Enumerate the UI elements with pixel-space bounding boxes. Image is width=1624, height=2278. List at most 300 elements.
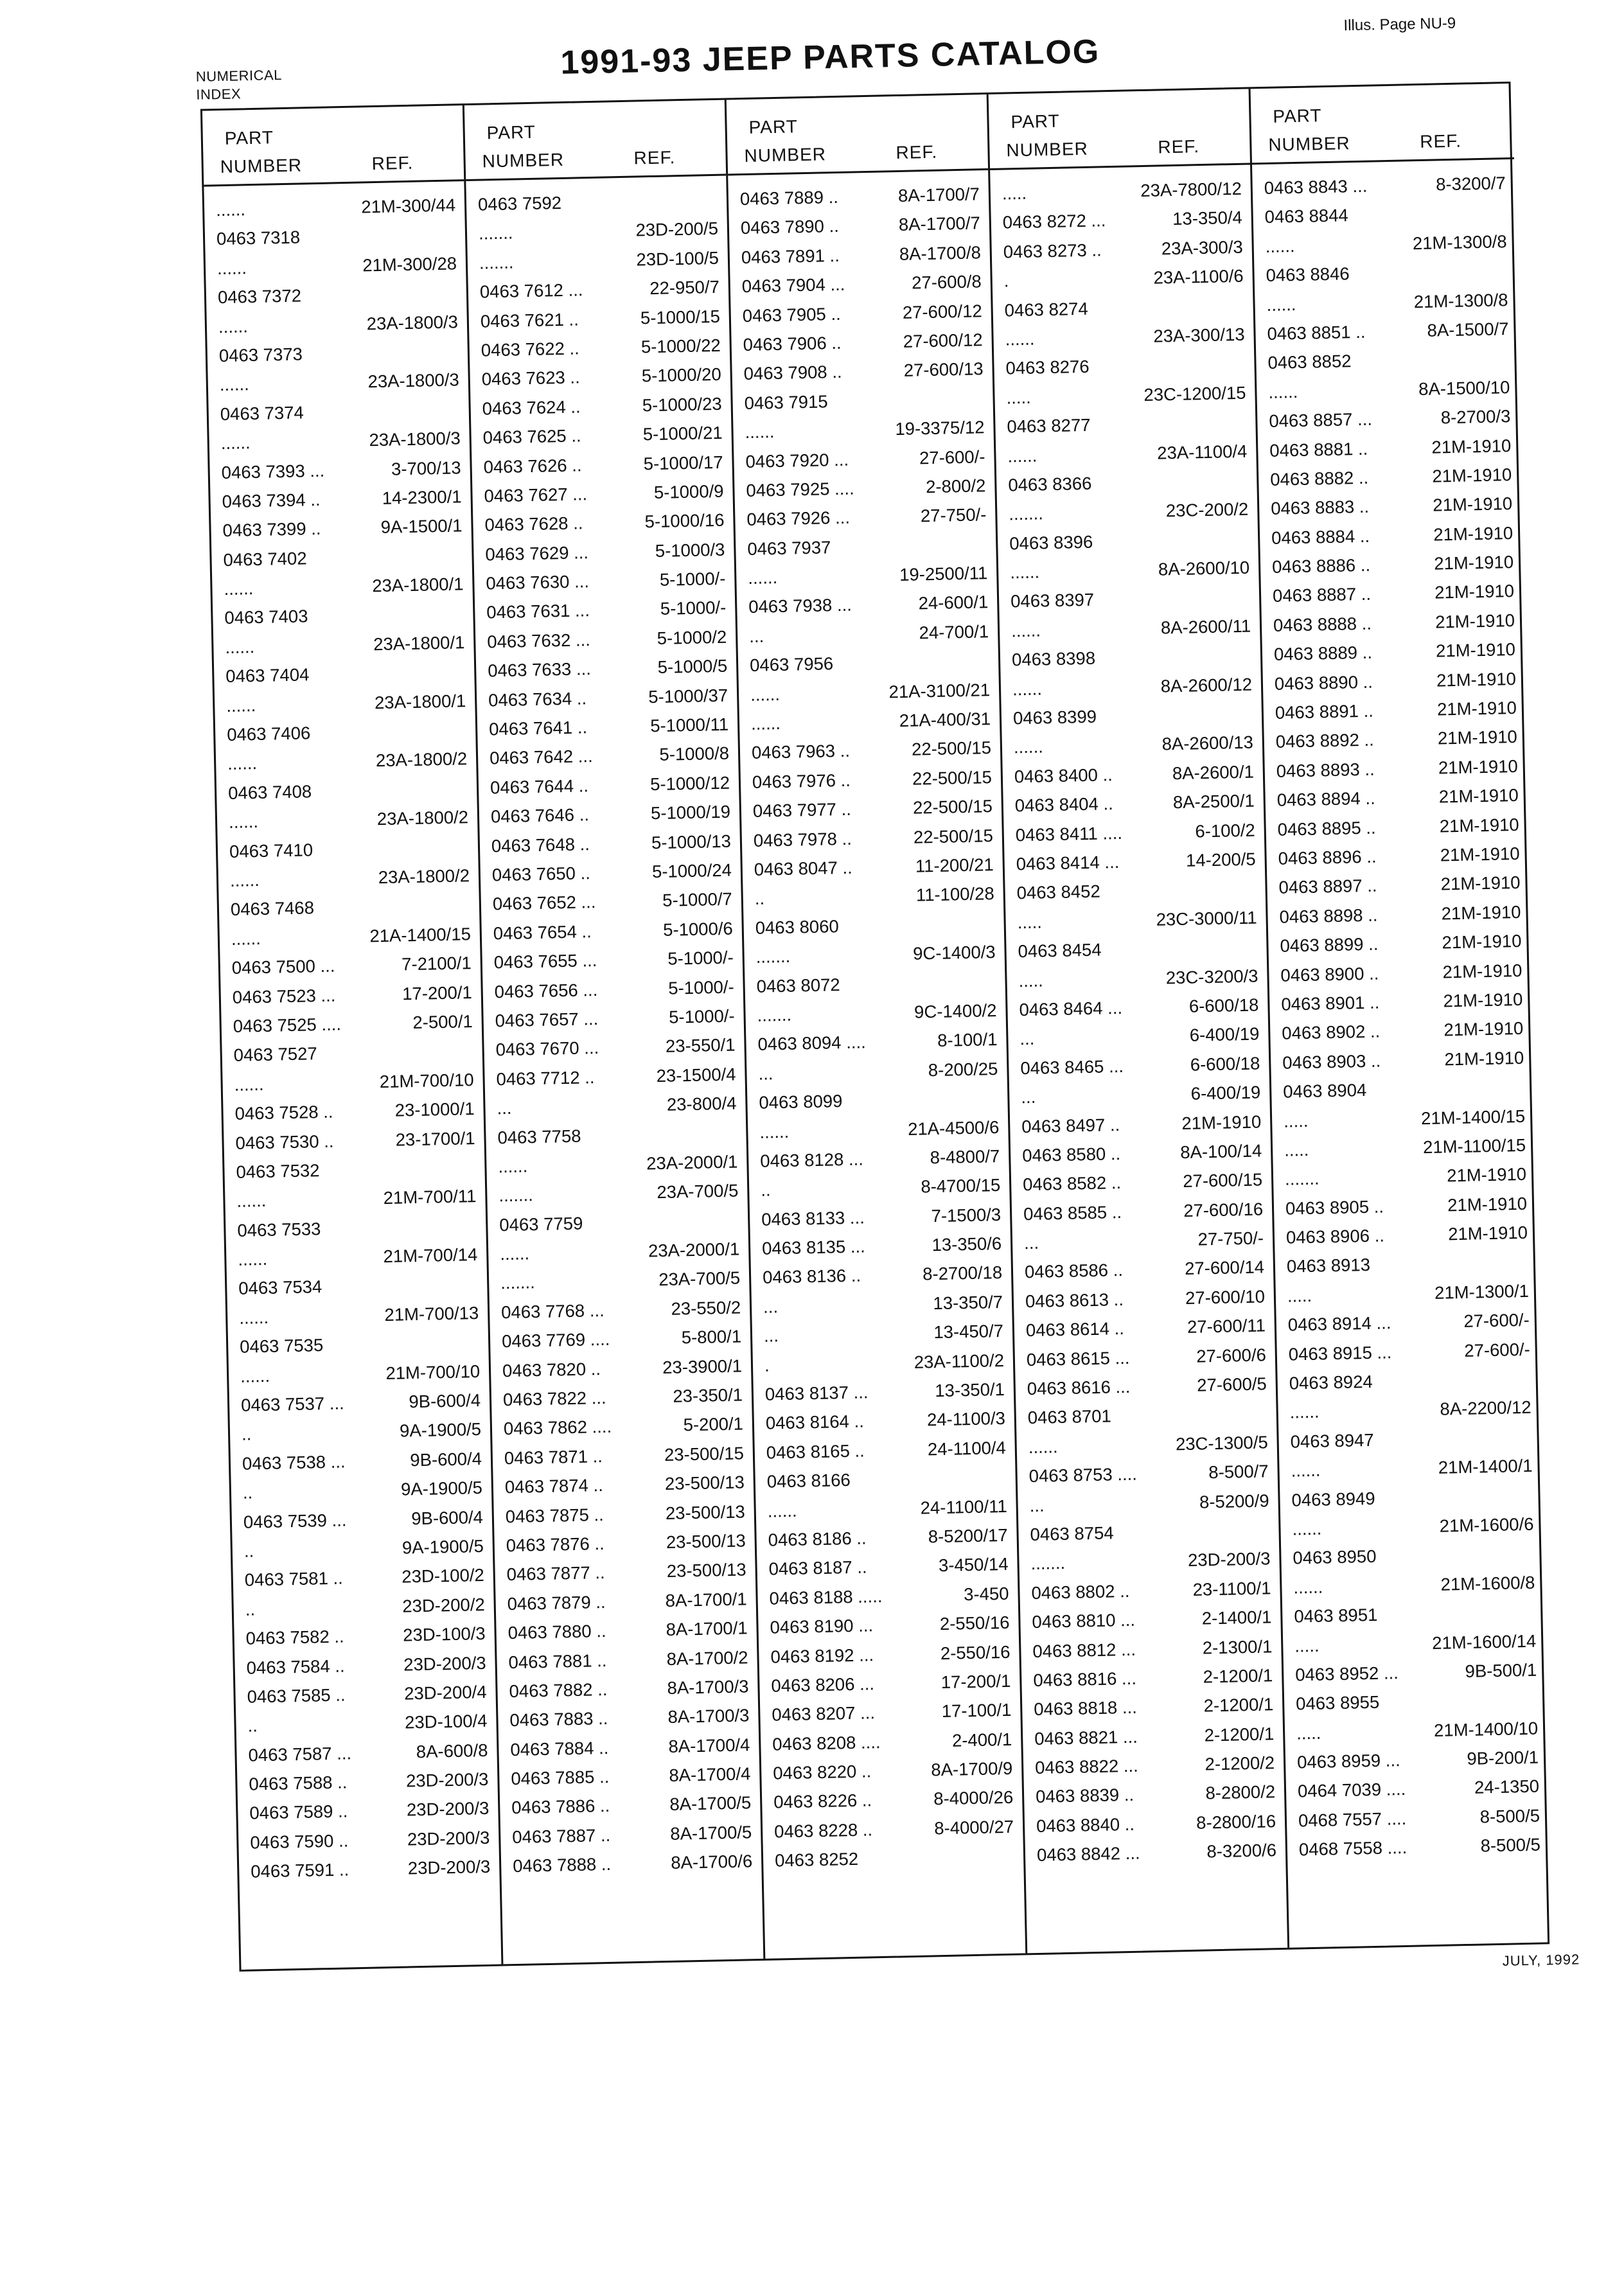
part-number: 0463 7393 ... [221,460,325,482]
part-number: 0463 7652 ... [492,892,596,914]
part-number: 0463 7533 [237,1218,321,1241]
part-number: ...... [227,753,258,774]
reference: 8A-2200/12 [1440,1397,1531,1420]
part-number: ....... [1030,1553,1066,1574]
column-header-number: NUMBER [1006,138,1089,161]
reference: 21M-1910 [1442,931,1522,953]
part-number: 0463 8404 .. [1014,793,1114,816]
reference: 8-5200/9 [1199,1490,1269,1512]
reference: 5-1000/15 [640,306,721,328]
reference: 2-1200/1 [1203,1694,1274,1716]
reference: 27-600/10 [1185,1286,1266,1308]
part-number: 0463 7468 [230,897,315,920]
reference: 9B-600/4 [410,1506,484,1528]
part-number: ...... [1009,561,1040,583]
part-number: 0463 8891 .. [1275,700,1374,723]
reference: 8-5200/17 [928,1524,1008,1547]
reference: 8A-1700/6 [670,1851,753,1873]
reference: 21M-1910 [1436,668,1517,691]
part-number: .. [760,1179,771,1201]
part-number: . [1003,270,1009,291]
part-number: 0463 7905 .. [742,303,841,326]
reference: 23D-200/4 [403,1681,487,1704]
part-number: ...... [220,432,251,454]
part-number: ...... [1265,235,1295,256]
part-number: 0463 8846 [1266,263,1350,286]
part-number: 0463 8454 [1018,939,1102,962]
reference: 23D-200/3 [403,1652,486,1675]
part-number: 0463 8913 [1286,1255,1371,1277]
reference: 5-1000/3 [655,539,725,561]
part-number: 0463 8190 ... [770,1615,874,1638]
reference: 23-800/4 [666,1093,737,1115]
part-number: 0463 8274 [1004,298,1088,321]
reference: 19-2500/11 [899,563,988,585]
part-number: 0463 8754 [1030,1523,1114,1545]
reference: 21A-400/31 [899,709,991,731]
column-header-part: PART [486,121,536,143]
reference: 9B-600/4 [410,1448,482,1470]
part-number: 0463 7880 .. [508,1621,606,1643]
reference: 2-500/1 [412,1011,473,1032]
part-number: ...... [1289,1402,1320,1423]
part-number: 0463 8452 [1016,881,1100,903]
reference: 2-550/16 [940,1641,1011,1663]
part-number: 0463 8884 .. [1271,525,1370,548]
part-number: 0463 7629 ... [485,542,589,565]
reference: 23A-1800/1 [371,574,464,596]
reference: 23A-2000/1 [646,1151,738,1174]
reference: 2-800/2 [925,475,986,497]
part-number: 0463 7534 [238,1276,322,1299]
reference: 23D-200/3 [407,1827,490,1850]
reference: 8-3200/7 [1435,173,1506,195]
reference: 9B-200/1 [1467,1747,1539,1769]
part-number: 0463 7978 .. [753,828,852,851]
part-number: 0463 7591 .. [251,1859,349,1882]
part-number: ...... [218,315,249,337]
part-number: 0463 7876 .. [506,1533,605,1556]
reference: 7-1500/3 [931,1204,1002,1226]
reference: 21M-1910 [1440,872,1521,894]
reference: 6-100/2 [1195,820,1256,842]
reference: 23A-1800/3 [369,428,461,450]
reference: 21M-1910 [1433,552,1514,574]
part-number: 0463 8188 ..... [769,1585,883,1609]
part-number: 0463 8060 [755,915,840,938]
part-number: 0463 8272 ... [1002,210,1106,233]
reference: 21A-1400/15 [369,923,472,946]
parts-index-table [200,82,1549,1972]
part-number: ..... [1296,1722,1321,1744]
reference: 8A-1700/3 [667,1676,749,1698]
part-number: 0468 7558 .... [1298,1837,1408,1860]
part-number: 0463 8585 .. [1023,1201,1122,1224]
reference: 21M-1910 [1443,1018,1524,1040]
part-number: ...... [499,1243,530,1264]
part-number: 0463 7906 .. [743,332,842,355]
part-number: 0463 8582 .. [1022,1172,1122,1195]
part-number: 0463 7525 .... [233,1014,342,1036]
reference: 8-500/7 [1208,1461,1269,1483]
reference: 5-1000/20 [641,364,722,386]
reference: 21M-1910 [1434,581,1515,603]
part-number: 0463 7630 ... [486,571,590,594]
reference: 8A-1700/4 [669,1763,751,1786]
part-number: 0463 7963 .. [751,741,851,763]
column-entries [204,190,500,1887]
numerical-index-label [196,66,283,104]
column-header [727,94,988,175]
reference: 6-400/19 [1189,1023,1260,1046]
part-number: 0463 7937 [747,536,831,559]
part-number: 0463 7372 [217,285,302,308]
index-column-5 [1251,84,1552,1948]
part-number: ...... [1266,294,1296,315]
part-number: 0463 7589 .. [249,1801,348,1824]
part-number: 0463 7656 ... [494,979,598,1002]
part-number: ... [748,626,764,646]
column-header [1251,84,1514,165]
column-header-part: PART [748,116,799,137]
part-number: 0463 8580 .. [1021,1143,1121,1166]
reference: 5-1000/9 [653,481,724,502]
reference: 8A-2600/10 [1158,557,1250,579]
reference: 8A-1500/7 [1427,319,1509,340]
reference: 23A-300/3 [1161,236,1244,259]
reference: 5-1000/11 [649,714,729,736]
part-number: .. [247,1715,258,1736]
part-number: 0463 7528 .. [234,1101,333,1124]
reference: 27-600/11 [1187,1315,1266,1338]
part-number: ....... [479,252,514,273]
reference: 24-1350 [1474,1776,1540,1798]
part-number: 0463 8228 .. [773,1819,873,1842]
part-number: 0463 7539 ... [243,1509,347,1532]
part-number: 0463 7908 .. [743,362,842,384]
part-number: 0463 8897 .. [1278,875,1377,898]
part-number: 0463 7644 .. [490,775,589,798]
reference: 27-600/15 [1182,1169,1263,1192]
reference: 5-1000/12 [649,772,730,795]
reference: 27-600/5 [1196,1373,1267,1395]
part-number: 0463 7877 .. [506,1562,605,1585]
reference: 8A-1700/3 [667,1705,750,1727]
reference: 21M-1910 [1446,1164,1527,1186]
reference: 13-350/1 [934,1379,1005,1401]
reference: 23-350/1 [673,1384,743,1406]
reference: 8A-1700/7 [897,184,980,206]
reference: 21M-1600/8 [1440,1572,1535,1594]
part-number: 0463 8914 ... [1287,1312,1391,1335]
reference: 21M-1910 [1434,610,1515,632]
part-number: 0463 7403 [224,606,308,628]
part-number: ...... [1291,1460,1321,1481]
reference: 27-600/12 [902,300,983,322]
part-number: 0463 8851 .. [1267,321,1366,344]
index-column-4 [989,89,1290,1953]
reference: 9A-1900/5 [399,1419,482,1442]
reference: 23A-1100/6 [1153,265,1244,288]
index-column-3 [727,94,1028,1959]
reference: 23C-3200/3 [1165,966,1258,988]
reference: 2-550/16 [939,1612,1010,1634]
part-number: 0463 8818 ... [1033,1697,1138,1720]
reference: 23-550/1 [665,1034,736,1057]
reference: 22-950/7 [649,276,720,299]
part-number: ...... [1268,381,1298,402]
index-column-1 [202,105,504,1970]
reference: 21M-1400/1 [1438,1455,1533,1478]
part-number: ...... [1293,1576,1323,1598]
reference: 21M-1600/14 [1431,1630,1537,1653]
reference: 24-1100/4 [927,1437,1007,1460]
column-header-number: NUMBER [220,155,303,177]
reference: 8A-1700/2 [666,1647,748,1669]
part-number: ..... [1294,1635,1320,1656]
part-number: ....... [499,1185,534,1206]
reference: 23D-100/2 [402,1565,485,1587]
part-number: 0463 7538 ... [242,1451,346,1474]
part-number: 0463 8889 .. [1273,642,1373,665]
part-number: 0463 8903 .. [1282,1050,1381,1073]
part-number: ...... [1011,620,1041,641]
column-header-ref: REF. [896,141,938,163]
reference: 8A-100/14 [1179,1140,1262,1162]
reference: 9B-600/4 [409,1390,481,1412]
reference: 22-500/15 [911,737,992,760]
reference: 8-2700/3 [1440,406,1511,428]
reference: 27-600/8 [911,271,982,293]
index-entry [1287,1830,1550,1865]
reference: 21M-1910 [1436,697,1517,720]
reference: 21M-700/10 [385,1361,481,1383]
part-number: 0463 7915 [744,391,828,413]
reference: 5-1000/7 [662,888,733,911]
part-number: 0463 8802 .. [1031,1580,1130,1603]
reference: 21A-3100/21 [888,679,991,702]
reference: 21M-1910 [1442,960,1522,982]
part-number: 0463 8128 ... [760,1149,864,1171]
part-number: 0463 8822 ... [1034,1755,1139,1778]
reference: 14-2300/1 [382,486,462,508]
reference: 23A-2000/1 [648,1239,740,1261]
reference: 5-800/1 [681,1326,742,1348]
part-number: ...... [228,811,259,833]
reference: 7-2100/1 [401,953,472,975]
reference: 21M-1910 [1433,522,1514,545]
part-number: 0463 8952 ... [1294,1663,1399,1685]
part-number: 0463 8276 [1005,357,1090,378]
part-number: 0463 7883 .. [509,1708,608,1731]
reference: 2-400/1 [951,1729,1012,1751]
reference: 21M-1910 [1443,989,1523,1011]
part-number: 0463 8366 [1008,473,1092,495]
part-number: 0463 8852 [1267,351,1352,373]
part-number: 0463 8883 .. [1270,497,1370,519]
reference: 23C-200/2 [1165,499,1249,521]
part-number: 0463 7408 [227,781,312,803]
reference: 6-600/18 [1188,994,1259,1016]
part-number: 0463 7874 .. [504,1475,604,1497]
part-number: 0463 8959 ... [1296,1750,1400,1772]
reference: 21M-700/14 [383,1244,478,1267]
reference: 21A-4500/6 [907,1117,1000,1139]
reference: 9A-1500/1 [380,515,463,538]
reference: 5-1000/- [667,947,734,969]
reference: 8-500/5 [1480,1834,1541,1856]
part-number: ...... [1028,1436,1058,1457]
reference: 23-500/13 [666,1530,746,1552]
part-number: 0463 7632 ... [486,630,591,652]
part-number: ..... [1287,1285,1312,1306]
part-number: 0463 8207 ... [772,1702,876,1725]
part-number: 0463 7592 [477,192,562,215]
reference: 21M-1910 [1444,1047,1524,1070]
reference: 23D-200/3 [407,1857,491,1878]
part-number: 0463 7523 ... [232,985,336,1007]
part-number: 0463 7657 ... [495,1008,599,1031]
reference: 6-600/18 [1190,1053,1260,1075]
reference: 23-1100/1 [1192,1578,1271,1600]
reference: 23A-1800/1 [374,690,466,712]
reference: 13-350/6 [931,1233,1002,1255]
reference: 21M-1400/15 [1420,1106,1526,1128]
reference: 8A-2500/1 [1172,790,1255,813]
part-number: 0463 8892 .. [1275,730,1375,752]
part-number: 0463 7625 .. [482,425,581,448]
reference: 8A-1700/5 [670,1822,752,1844]
reference: 5-1000/16 [644,510,725,532]
part-number: 0463 8136 .. [762,1265,861,1288]
part-number: 0463 7938 ... [748,595,852,617]
part-number: 0463 8072 [756,974,840,996]
part-number: 0463 8904 [1282,1080,1367,1102]
part-number: ....... [1284,1168,1320,1189]
reference: 8A-1700/1 [666,1618,748,1640]
part-number: ..... [1017,912,1043,933]
part-number: ... [1029,1495,1045,1515]
part-number: ...... [1012,678,1043,700]
part-number: 0463 8840 .. [1036,1814,1135,1836]
part-number: 0463 7318 [216,227,301,249]
reference: 8-4000/26 [933,1787,1014,1809]
reference: 22-500/15 [913,825,994,847]
index-entry [501,1846,762,1881]
part-number: 0463 8950 [1293,1546,1377,1568]
part-number: 0463 8887 .. [1272,584,1372,606]
reference: 23-550/2 [671,1297,741,1319]
part-number: ....... [1009,503,1044,524]
part-number: 0463 7394 .. [222,489,321,511]
reference: 27-750/- [1197,1228,1264,1249]
reference: 5-1000/- [667,976,734,998]
part-number: 0463 8164 .. [765,1411,865,1434]
reference: 27-600/16 [1183,1199,1264,1221]
part-number: 0468 7557 .... [1298,1808,1407,1831]
reference: 5-1000/19 [650,801,731,824]
part-number: 0463 7956 [749,653,834,676]
reference: 8-500/5 [1479,1805,1540,1827]
part-number: ... [763,1296,779,1317]
reference: 8-3200/6 [1206,1840,1277,1862]
reference: 5-1000/2 [657,626,727,648]
part-number: ...... [1013,736,1044,757]
part-number: ...... [225,694,256,716]
reference: 5-1000/- [659,568,726,590]
part-number: 0463 7500 ... [231,955,335,978]
part-number: 0463 7623 .. [481,367,580,389]
index-entry [1025,1835,1286,1870]
reference: 21M-700/10 [379,1069,474,1091]
reference: 8A-1500/10 [1418,376,1510,399]
reference: 3-450 [963,1583,1009,1605]
part-number: 0463 7631 ... [486,600,590,622]
reference: 23A-1800/3 [366,311,459,333]
reference: 24-1100/3 [926,1408,1006,1430]
part-number: ... [1023,1232,1039,1253]
reference: 24-600/1 [918,592,989,614]
reference: 23-3900/1 [662,1355,743,1377]
part-number: 0463 7634 .. [488,687,587,711]
part-number: 0463 7925 .... [746,478,854,500]
column-header-number: NUMBER [744,144,827,166]
part-number: ...... [1292,1518,1322,1539]
reference: 21M-1300/8 [1413,289,1508,312]
part-number: 0463 7879 .. [507,1591,606,1614]
column-header-part: PART [1011,110,1060,132]
part-number: 0463 8396 [1009,531,1093,554]
part-number: .. [241,1424,252,1445]
part-number: .. [754,888,765,909]
reference: 23A-1800/3 [367,369,460,392]
part-number: 0463 8397 [1010,590,1095,612]
part-number: ...... [234,1073,264,1095]
part-number: 0463 8186 .. [768,1528,867,1550]
part-number: 0463 8951 [1294,1604,1378,1627]
reference: 8A-1700/9 [931,1758,1013,1780]
part-number: ..... [1006,387,1032,408]
reference: 21M-300/28 [362,253,457,276]
reference: 9C-1400/2 [914,1000,997,1022]
part-number: 0463 7374 [220,402,304,424]
part-number: 0463 8893 .. [1276,759,1375,781]
part-number: 0463 8816 ... [1033,1668,1137,1690]
part-number: 0464 7039 .... [1297,1779,1406,1801]
reference: 8-100/1 [937,1029,998,1051]
part-number: 0463 7628 .. [484,513,583,535]
reference: 23C-1300/5 [1175,1432,1269,1454]
part-number: 0463 7871 .. [504,1445,603,1469]
reference: 21M-1300/8 [1412,231,1507,253]
part-number: 0463 8949 [1291,1488,1375,1510]
part-number: 0463 7648 .. [491,833,590,856]
reference: 8A-1700/7 [898,213,981,235]
reference: 27-750/- [920,504,987,526]
part-number: ...... [225,636,255,657]
part-number: 0463 8099 [759,1091,843,1113]
reference: 24-1100/11 [920,1496,1007,1518]
reference: 21M-1910 [1432,464,1512,486]
part-number: 0463 8882 .. [1269,467,1369,490]
column-header-ref: REF. [1158,136,1200,157]
part-number: 0463 8843 ... [1264,175,1368,199]
column-header-ref: REF. [1420,130,1462,152]
column-entries [1252,168,1549,1865]
reference: 21M-1400/10 [1433,1718,1539,1740]
part-number: ...... [224,578,254,599]
reference: 9B-500/1 [1465,1659,1537,1681]
